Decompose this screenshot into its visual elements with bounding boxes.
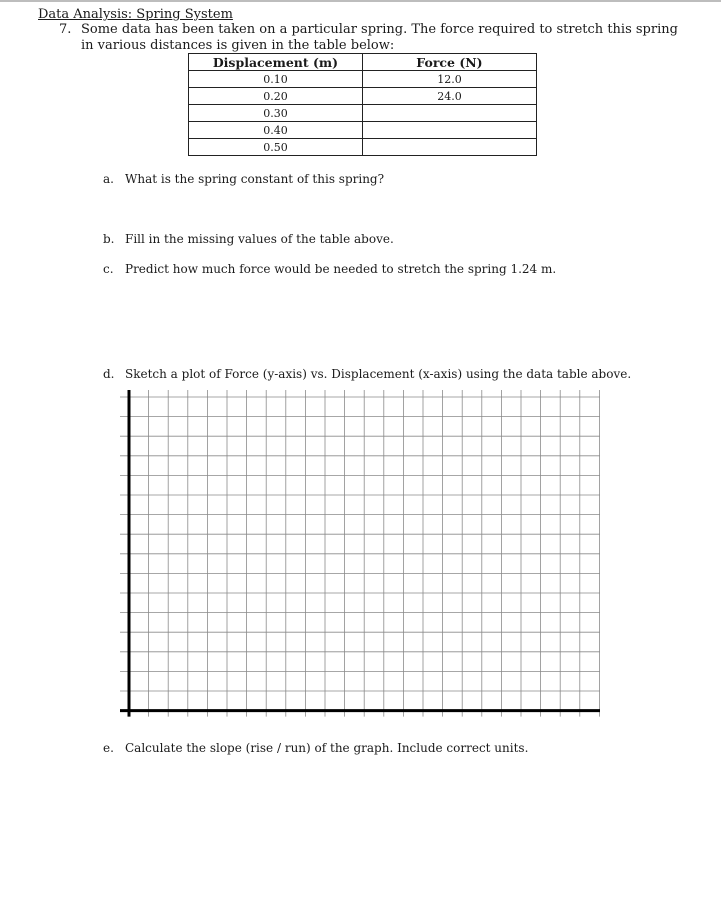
section-title: Data Analysis: Spring System: [38, 7, 233, 22]
part-a-letter: a.: [103, 172, 114, 186]
force-cell: [362, 122, 536, 139]
displacement-header: Displacement (m): [189, 54, 363, 71]
table-row: [189, 105, 537, 122]
question-number: 7.: [59, 22, 72, 37]
displacement-cell: 0.40: [189, 122, 363, 139]
part-b-text: Fill in the missing values of the table above.: [125, 232, 394, 246]
part-d-letter: d.: [103, 367, 115, 381]
graph-paper: [120, 390, 600, 725]
data-table: [188, 53, 537, 156]
part-b: [103, 232, 394, 246]
part-c: [103, 262, 556, 276]
part-a: [103, 172, 384, 186]
part-c-letter: c.: [103, 262, 114, 276]
displacement-cell: 0.50: [189, 139, 363, 156]
table-row: [189, 88, 537, 105]
displacement-cell: 0.10: [189, 71, 363, 88]
table-header-row: [189, 54, 537, 71]
part-d: [103, 367, 631, 381]
part-b-letter: b.: [103, 232, 115, 246]
question-text: Some data has been taken on a particular spring. The force required to stretch this spring in various distances is given in the table below:: [81, 22, 678, 53]
table-row: [189, 122, 537, 139]
force-cell: [362, 139, 536, 156]
part-e: [103, 741, 528, 755]
force-cell: 24.0: [362, 88, 536, 105]
displacement-cell: 0.20: [189, 88, 363, 105]
force-cell: 12.0: [362, 71, 536, 88]
top-rule: [0, 0, 721, 2]
part-a-text: What is the spring constant of this spring?: [125, 172, 385, 186]
force-cell: [362, 105, 536, 122]
displacement-cell: 0.30: [189, 105, 363, 122]
table-row: [189, 71, 537, 88]
table-row: [189, 139, 537, 156]
part-c-text: Predict how much force would be needed to stretch the spring 1.24 m.: [125, 262, 557, 276]
force-header: Force (N): [362, 54, 536, 71]
part-d-text: Sketch a plot of Force (y-axis) vs. Displacement (x-axis) using the data table above.: [125, 367, 632, 381]
part-e-text: Calculate the slope (rise / run) of the graph. Include correct units.: [125, 741, 529, 755]
part-e-letter: e.: [103, 741, 114, 755]
